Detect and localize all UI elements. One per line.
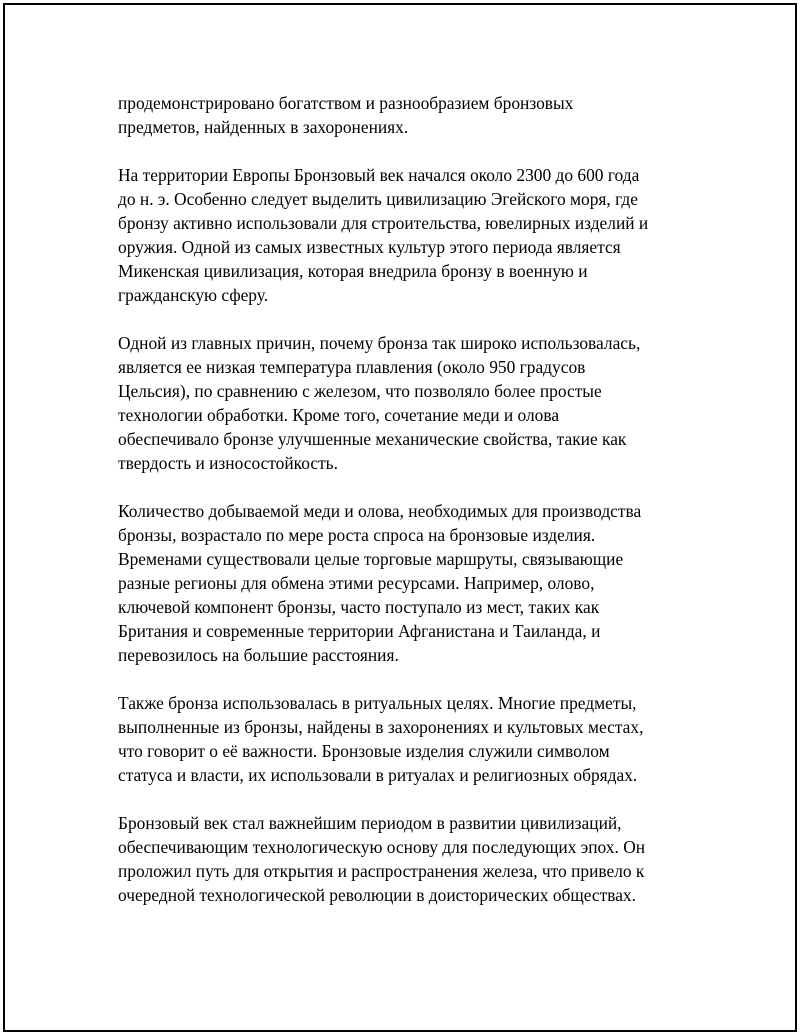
text-line: Одной из главных причин, почему бронза так широко использовалась,	[118, 333, 641, 353]
paragraph	[118, 163, 693, 307]
paragraph	[118, 499, 693, 667]
text-line: оружия. Одной из самых известных культур этого периода является	[118, 237, 621, 257]
text-line: технологии обработки. Кроме того, сочетание меди и олова	[118, 405, 560, 425]
text-line: Цельсия), по сравнению с железом, что позволяло более простые	[118, 381, 602, 401]
document-body	[118, 91, 693, 931]
text-line: является ее низкая температура плавления (около 950 градусов	[118, 357, 586, 377]
text-line: Количество добываемой меди и олова, необходимых для производства	[118, 501, 642, 521]
text-line: статуса и власти, их использовали в ритуалах и религиозных обрядах.	[118, 765, 638, 785]
paragraph	[118, 811, 693, 907]
text-line: твердость и износостойкость.	[118, 453, 338, 473]
text-line: проложил путь для открытия и распространения железа, что привело к	[118, 861, 645, 881]
paragraph	[118, 331, 693, 475]
text-line: очередной технологической революции в доисторических обществах.	[118, 885, 636, 905]
text-line: продемонстрировано богатством и разнообразием бронзовых	[118, 93, 574, 113]
text-line: бронзы, возрастало по мере роста спроса на бронзовые изделия.	[118, 525, 596, 545]
text-line: обеспечивающим технологическую основу для последующих эпох. Он	[118, 837, 646, 857]
text-line: Бронзовый век стал важнейшим периодом в развитии цивилизаций,	[118, 813, 622, 833]
text-line: Временами существовали целые торговые маршруты, связывающие	[118, 549, 624, 569]
text-line: бронзу активно использовали для строительства, ювелирных изделий и	[118, 213, 649, 233]
text-line: что говорит о её важности. Бронзовые изделия служили символом	[118, 741, 610, 761]
text-line: перевозилось на большие расстояния.	[118, 645, 399, 665]
text-line: гражданскую сферу.	[118, 285, 269, 305]
paragraph	[118, 691, 693, 787]
text-line: Британия и современные территории Афганистана и Таиланда, и	[118, 621, 601, 641]
text-line: обеспечивало бронзе улучшенные механические свойства, такие как	[118, 429, 627, 449]
text-line: до н. э. Особенно следует выделить цивилизацию Эгейского моря, где	[118, 189, 638, 209]
text-line: разные регионы для обмена этими ресурсами. Например, олово,	[118, 573, 595, 593]
text-line: Микенская цивилизация, которая внедрила бронзу в военную и	[118, 261, 588, 281]
text-line: Также бронза использовалась в ритуальных целях. Многие предметы,	[118, 693, 637, 713]
paragraph	[118, 91, 693, 139]
text-line: предметов, найденных в захоронениях.	[118, 117, 409, 137]
text-line: На территории Европы Бронзовый век начался около 2300 до 600 года	[118, 165, 640, 185]
text-line: выполненные из бронзы, найдены в захоронениях и культовых местах,	[118, 717, 644, 737]
text-line: ключевой компонент бронзы, часто поступало из мест, таких как	[118, 597, 600, 617]
